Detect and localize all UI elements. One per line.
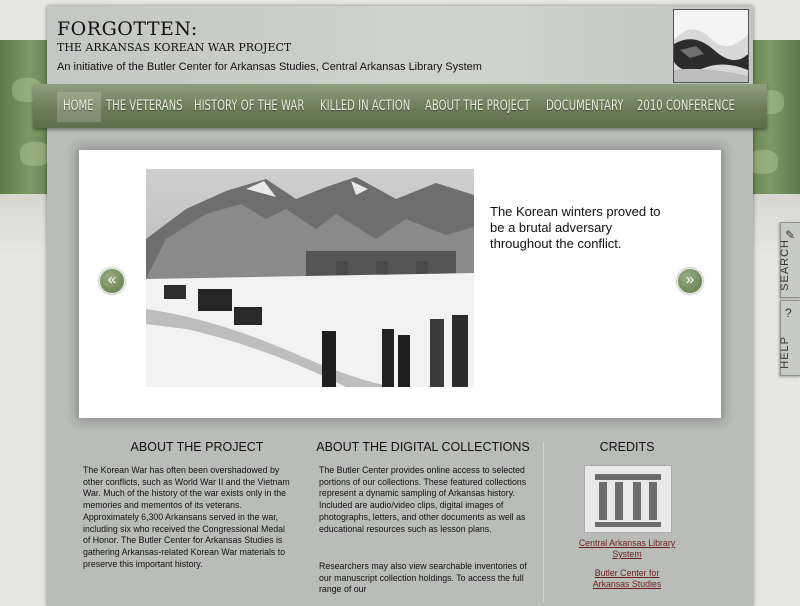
column-divider: [543, 442, 544, 602]
slider-next-button[interactable]: [677, 268, 703, 294]
nav-item-documentary[interactable]: DOCUMENTARY: [546, 98, 624, 114]
site-title[interactable]: FORGOTTEN:: [57, 18, 198, 40]
nav-item-killed-in-action[interactable]: KILLED IN ACTION: [320, 98, 411, 114]
question-mark-icon: ?: [785, 306, 792, 320]
map-decoration: [20, 142, 50, 166]
about-project-text: The Korean War has often been overshadowed by other conflicts, such as World War II and the Vietnam War. Much of the history of the war exists only in the memories and mementos of its veterans. Approximately 6,300 Arkansans served in the war, including six who received the Congressional Medal of Honor. The Butler Center for Arkansas Studies is gathering Arkansas-related Korean War materials to preserve this important history.: [83, 465, 290, 569]
help-tab[interactable]: [780, 300, 800, 376]
digital-collections-title: ABOUT THE DIGITAL COLLECTIONS: [316, 440, 530, 454]
search-tab-label: SEARCH: [779, 239, 791, 291]
slider-prev-button[interactable]: [99, 268, 125, 294]
slide-photo-image: [146, 169, 474, 387]
main-navigation: [33, 84, 767, 128]
nav-item-about-project[interactable]: ABOUT THE PROJECT: [425, 98, 531, 114]
library-columns-icon: [585, 466, 671, 532]
slide-photo: [146, 169, 474, 387]
site-header: [47, 6, 753, 90]
site-tagline: An initiative of the Butler Center for Arkansas Studies, Central Arkansas Library System: [57, 61, 482, 73]
help-tab-label: HELP: [779, 336, 791, 369]
site-subtitle: THE ARKANSAS KOREAN WAR PROJECT: [57, 41, 292, 54]
nav-item-veterans[interactable]: THE VETERANS: [106, 98, 183, 114]
nav-item-history[interactable]: HISTORY OF THE WAR: [194, 98, 305, 114]
header-photo-image: [674, 10, 748, 82]
double-chevron-left-icon: «: [107, 271, 117, 288]
credit-link-cals[interactable]: Central Arkansas Library System: [578, 538, 676, 559]
about-project-title: ABOUT THE PROJECT: [130, 440, 264, 454]
nav-item-home[interactable]: HOME: [63, 98, 94, 114]
wrench-icon: ✎: [785, 228, 796, 242]
header-photo: [673, 9, 749, 83]
search-tab[interactable]: [780, 222, 800, 298]
digital-collections-text-2: Researchers may also view searchable inventories of our manuscript collection holdings. To access the full range of our: [319, 561, 527, 595]
slide-caption: The Korean winters proved to be a brutal adversary throughout the conflict.: [490, 204, 661, 251]
library-logo[interactable]: [584, 465, 672, 533]
credit-link-butler-center[interactable]: Butler Center for Arkansas Studies: [592, 568, 662, 589]
digital-collections-text: The Butler Center provides online access to selected portions of our collections. These featured collections represent a dynamic sampling of Arkansas history. Included are audio/video clips, digital images of photographs, letters, and other documents as well as educational resources such as lesson plans.: [319, 465, 527, 534]
double-chevron-right-icon: »: [685, 271, 695, 288]
nav-item-2010-conference[interactable]: 2010 CONFERENCE: [637, 98, 735, 114]
image-slider: [79, 150, 721, 418]
page-container: [47, 6, 753, 606]
credits-title: CREDITS: [599, 440, 655, 454]
